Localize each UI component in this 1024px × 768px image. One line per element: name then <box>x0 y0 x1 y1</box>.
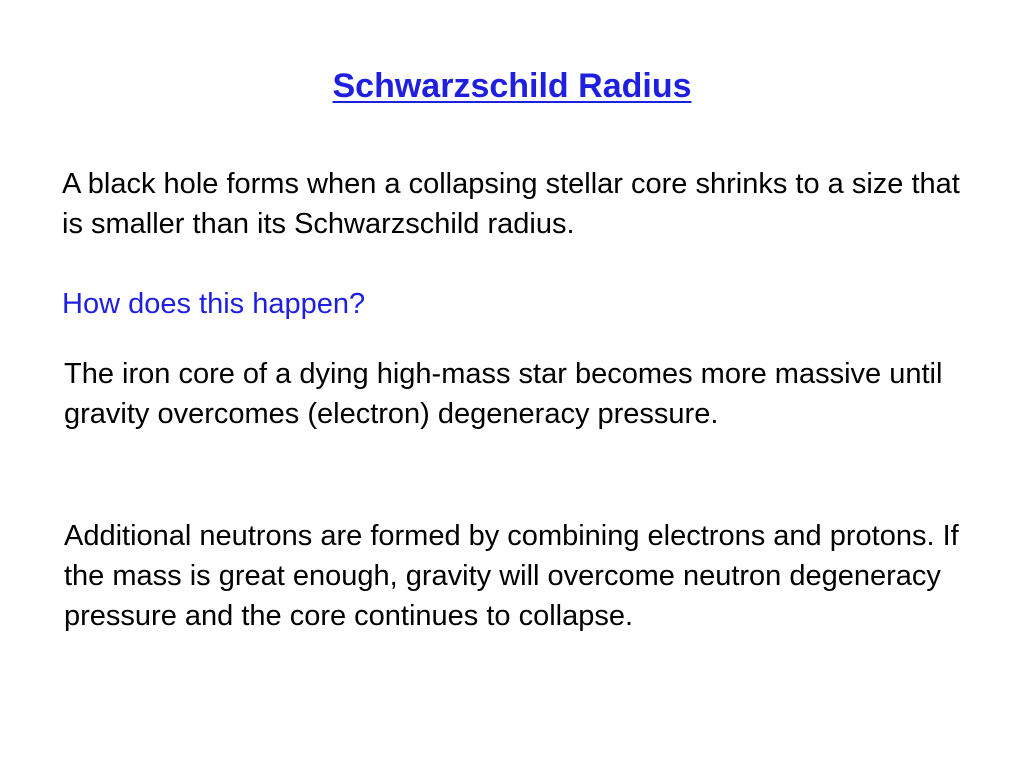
neutron-paragraph: Additional neutrons are formed by combining electrons and protons. If the mass is great enough, gravity will overcome neutron degeneracy pressure and the core continues to collapse. <box>64 520 959 632</box>
intro-paragraph: A black hole forms when a collapsing stellar core shrinks to a size that is smaller than its Schwarzschild radius. <box>62 168 960 240</box>
slide-title: Schwarzschild Radius <box>332 67 692 105</box>
question-text: How does this happen? <box>62 288 366 320</box>
iron-core-paragraph: The iron core of a dying high-mass star becomes more massive until gravity overcomes (electron) degeneracy pressure. <box>64 358 943 430</box>
